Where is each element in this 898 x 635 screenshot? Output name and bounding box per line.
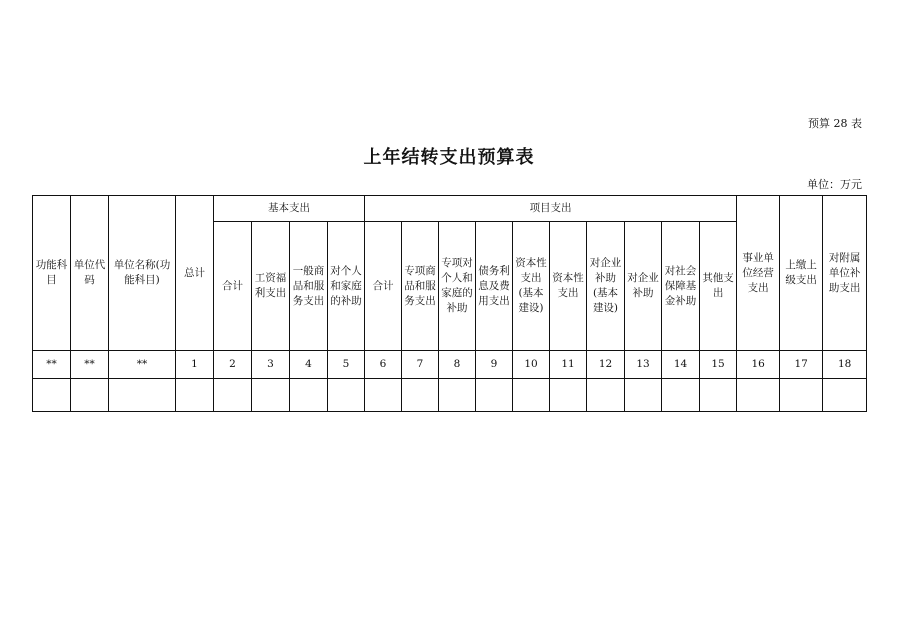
budget-table <box>32 195 867 412</box>
header-project-debt-interest: 债务利息及费用支出 <box>476 222 513 351</box>
table-cell <box>33 379 71 412</box>
header-remit-superior: 上缴上级支出 <box>780 196 823 351</box>
table-cell <box>625 379 662 412</box>
table-cell <box>365 379 402 412</box>
header-unit-name: 单位名称(功能科目) <box>109 196 176 351</box>
code-cell: 1 <box>176 351 214 379</box>
table-cell <box>823 379 867 412</box>
table-cell <box>328 379 365 412</box>
header-project-individual-subsidy: 专项对个人和家庭的补助 <box>439 222 476 351</box>
code-cell: 5 <box>328 351 365 379</box>
header-basic-subtotal: 合计 <box>214 222 252 351</box>
header-basic-expenditure: 基本支出 <box>214 196 365 222</box>
table-cell <box>550 379 587 412</box>
table-row <box>33 379 867 412</box>
code-cell: 13 <box>625 351 662 379</box>
table-cell <box>214 379 252 412</box>
code-cell: 11 <box>550 351 587 379</box>
code-cell: 17 <box>780 351 823 379</box>
header-project-subtotal: 合计 <box>365 222 402 351</box>
table-cell <box>513 379 550 412</box>
table-cell <box>71 379 109 412</box>
header-project-enterprise-construction: 对企业补助(基本建设) <box>587 222 625 351</box>
code-cell: 16 <box>737 351 780 379</box>
code-cell: 10 <box>513 351 550 379</box>
header-affiliate-subsidy: 对附属单位补助支出 <box>823 196 867 351</box>
code-cell: 3 <box>252 351 290 379</box>
table-cell <box>662 379 700 412</box>
code-cell: 4 <box>290 351 328 379</box>
header-basic-wages: 工资福利支出 <box>252 222 290 351</box>
header-project-enterprise-subsidy: 对企业补助 <box>625 222 662 351</box>
header-business-operation: 事业单位经营支出 <box>737 196 780 351</box>
code-cell: ** <box>33 351 71 379</box>
header-function-subject: 功能科目 <box>33 196 71 351</box>
table-cell <box>439 379 476 412</box>
table-cell <box>176 379 214 412</box>
code-cell: 6 <box>365 351 402 379</box>
header-unit-code: 单位代码 <box>71 196 109 351</box>
table-cell <box>290 379 328 412</box>
header-project-social-security: 对社会保障基金补助 <box>662 222 700 351</box>
table-cell <box>700 379 737 412</box>
table-cell <box>402 379 439 412</box>
header-project-capital-construction: 资本性支出(基本建设) <box>513 222 550 351</box>
code-cell: 14 <box>662 351 700 379</box>
header-basic-individual-subsidy: 对个人和家庭的补助 <box>328 222 365 351</box>
header-project-goods-services: 专项商品和服务支出 <box>402 222 439 351</box>
code-row <box>33 351 867 379</box>
code-cell: ** <box>109 351 176 379</box>
code-cell: 15 <box>700 351 737 379</box>
code-cell: 7 <box>402 351 439 379</box>
code-cell: 2 <box>214 351 252 379</box>
header-total: 总计 <box>176 196 214 351</box>
table-cell <box>476 379 513 412</box>
header-project-expenditure: 项目支出 <box>365 196 737 222</box>
unit-label: 单位：万元 <box>807 178 862 191</box>
table-cell <box>737 379 780 412</box>
header-project-other: 其他支出 <box>700 222 737 351</box>
table-cell <box>780 379 823 412</box>
table-cell <box>252 379 290 412</box>
code-cell: 9 <box>476 351 513 379</box>
table-cell <box>587 379 625 412</box>
header-project-capital: 资本性支出 <box>550 222 587 351</box>
code-cell: 12 <box>587 351 625 379</box>
code-cell: ** <box>71 351 109 379</box>
table-cell <box>109 379 176 412</box>
header-basic-goods-services: 一般商品和服务支出 <box>290 222 328 351</box>
code-cell: 8 <box>439 351 476 379</box>
code-cell: 18 <box>823 351 867 379</box>
page-title: 上年结转支出预算表 <box>363 147 535 168</box>
form-number: 预算 28 表 <box>808 117 862 130</box>
